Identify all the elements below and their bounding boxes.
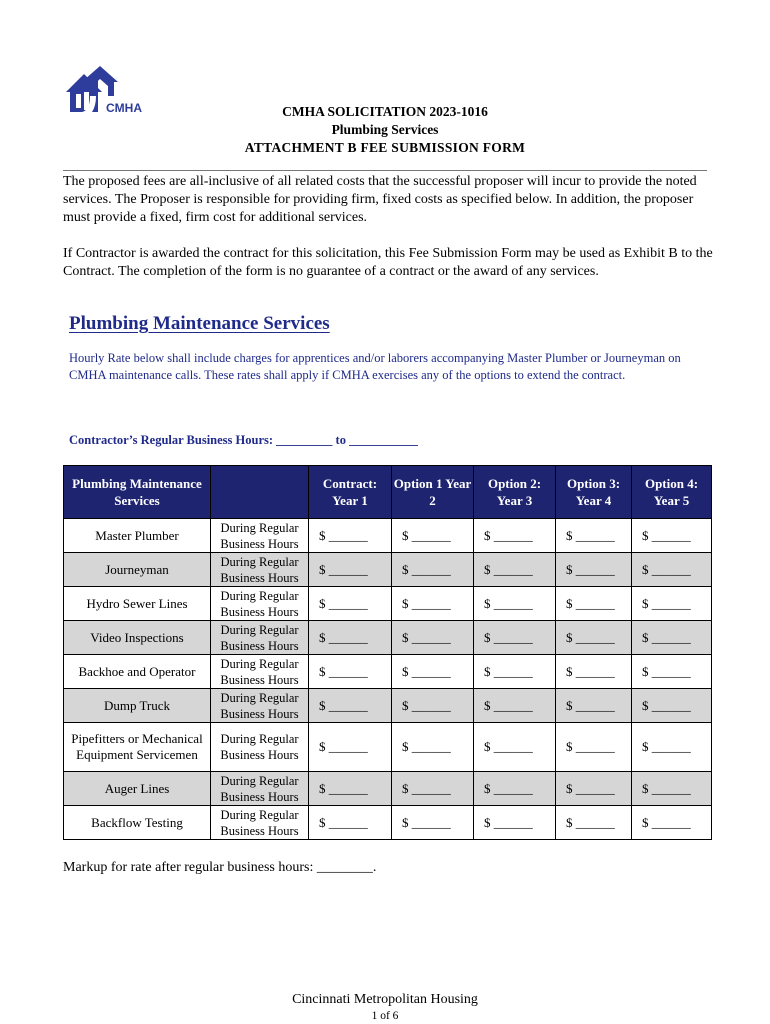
- rate-input-year-3[interactable]: $ ______: [474, 519, 556, 553]
- rate-input-year-3[interactable]: $ ______: [474, 772, 556, 806]
- hours-label: During Regular Business Hours: [211, 587, 309, 621]
- table-row: [64, 689, 712, 723]
- header-option-2: Option 2: Year 3: [474, 466, 556, 519]
- rate-input-year-4[interactable]: $ ______: [556, 553, 632, 587]
- rate-input-year-3[interactable]: $ ______: [474, 553, 556, 587]
- logo-text: CMHA: [106, 101, 142, 115]
- rate-input-year-3[interactable]: $ ______: [474, 655, 556, 689]
- rate-input-year-3[interactable]: $ ______: [474, 621, 556, 655]
- table-row: [64, 723, 712, 772]
- rate-input-year-3[interactable]: $ ______: [474, 723, 556, 772]
- rate-input-year-4[interactable]: $ ______: [556, 621, 632, 655]
- table-header-row: [64, 466, 712, 519]
- rate-input-year-2[interactable]: $ ______: [392, 689, 474, 723]
- rate-input-year-1[interactable]: $ ______: [309, 621, 392, 655]
- service-name: Auger Lines: [64, 772, 211, 806]
- table-row: [64, 655, 712, 689]
- rate-input-year-1[interactable]: $ ______: [309, 806, 392, 840]
- rate-input-year-5[interactable]: $ ______: [632, 772, 712, 806]
- hours-label: During Regular Business Hours: [211, 621, 309, 655]
- rate-input-year-5[interactable]: $ ______: [632, 519, 712, 553]
- rate-input-year-1[interactable]: $ ______: [309, 553, 392, 587]
- rate-input-year-4[interactable]: $ ______: [556, 772, 632, 806]
- header-hours: [211, 466, 309, 519]
- solicitation-title: Plumbing Services: [331, 122, 439, 137]
- rate-input-year-5[interactable]: $ ______: [632, 587, 712, 621]
- rate-input-year-4[interactable]: $ ______: [556, 519, 632, 553]
- header-divider: [63, 170, 707, 171]
- service-name: Backflow Testing: [64, 806, 211, 840]
- header-option-1: Option 1 Year 2: [392, 466, 474, 519]
- service-name: Video Inspections: [64, 621, 211, 655]
- table-row: [64, 806, 712, 840]
- hours-label: During Regular Business Hours: [211, 806, 309, 840]
- rate-input-year-1[interactable]: $ ______: [309, 655, 392, 689]
- rate-input-year-2[interactable]: $ ______: [392, 553, 474, 587]
- rate-input-year-1[interactable]: $ ______: [309, 587, 392, 621]
- rate-input-year-3[interactable]: $ ______: [474, 689, 556, 723]
- footer-organization: Cincinnati Metropolitan Housing: [292, 992, 478, 1007]
- document-header: [0, 103, 770, 157]
- rate-input-year-1[interactable]: $ ______: [309, 689, 392, 723]
- rate-input-year-2[interactable]: $ ______: [392, 621, 474, 655]
- business-hours-field[interactable]: Contractor’s Regular Business Hours: _________ to ___________: [69, 433, 418, 447]
- page-number: 1 of 6: [371, 1010, 399, 1022]
- solicitation-number: CMHA SOLICITATION 2023-1016: [282, 104, 488, 119]
- header-service: Plumbing Maintenance Services: [64, 466, 211, 519]
- service-name: Backhoe and Operator: [64, 655, 211, 689]
- intro-paragraph-1: The proposed fees are all-inclusive of all related costs that the successful proposer will incur to provide the noted services. The Proposer is responsible for providing firm, fixed costs as specified below. In addition, the proposer must provide a fixed, firm cost for additional services.: [63, 174, 697, 225]
- rate-input-year-5[interactable]: $ ______: [632, 655, 712, 689]
- rate-input-year-4[interactable]: $ ______: [556, 655, 632, 689]
- rate-input-year-4[interactable]: $ ______: [556, 806, 632, 840]
- service-name: Dump Truck: [64, 689, 211, 723]
- rate-input-year-2[interactable]: $ ______: [392, 655, 474, 689]
- rate-input-year-5[interactable]: $ ______: [632, 806, 712, 840]
- hours-label: During Regular Business Hours: [211, 689, 309, 723]
- table-row: [64, 553, 712, 587]
- rate-input-year-5[interactable]: $ ______: [632, 553, 712, 587]
- table-row: [64, 519, 712, 553]
- rate-input-year-2[interactable]: $ ______: [392, 806, 474, 840]
- intro-paragraph-2: If Contractor is awarded the contract for this solicitation, this Fee Submission Form may be used as Exhibit B to the Contract. The completion of the form is no guarantee of a contract or the award of any services.: [63, 246, 713, 279]
- rate-input-year-2[interactable]: $ ______: [392, 587, 474, 621]
- service-name: Hydro Sewer Lines: [64, 587, 211, 621]
- hours-label: During Regular Business Hours: [211, 519, 309, 553]
- rate-input-year-2[interactable]: $ ______: [392, 723, 474, 772]
- rate-input-year-3[interactable]: $ ______: [474, 587, 556, 621]
- table-row: [64, 587, 712, 621]
- rate-input-year-5[interactable]: $ ______: [632, 621, 712, 655]
- service-name: Journeyman: [64, 553, 211, 587]
- rate-input-year-1[interactable]: $ ______: [309, 723, 392, 772]
- service-name: Master Plumber: [64, 519, 211, 553]
- table-row: [64, 621, 712, 655]
- hours-label: During Regular Business Hours: [211, 553, 309, 587]
- rate-input-year-3[interactable]: $ ______: [474, 806, 556, 840]
- section-title: Plumbing Maintenance Services: [69, 313, 330, 334]
- rate-input-year-4[interactable]: $ ______: [556, 689, 632, 723]
- hours-label: During Regular Business Hours: [211, 772, 309, 806]
- table-row: [64, 772, 712, 806]
- rate-input-year-4[interactable]: $ ______: [556, 723, 632, 772]
- header-contract-year-1: Contract: Year 1: [309, 466, 392, 519]
- rate-input-year-2[interactable]: $ ______: [392, 772, 474, 806]
- markup-field[interactable]: Markup for rate after regular business hours: ________.: [63, 860, 377, 875]
- hours-label: During Regular Business Hours: [211, 655, 309, 689]
- rate-input-year-1[interactable]: $ ______: [309, 772, 392, 806]
- header-option-4: Option 4: Year 5: [632, 466, 712, 519]
- service-name: Pipefitters or Mechanical Equipment Servicemen: [64, 723, 211, 772]
- hours-label: During Regular Business Hours: [211, 723, 309, 772]
- section-description: Hourly Rate below shall include charges for apprentices and/or laborers accompanying Master Plumber or Journeyman on CMHA maintenance calls. These rates shall apply if CMHA exercises any of the options to extend the contract.: [69, 351, 681, 382]
- header-option-3: Option 3: Year 4: [556, 466, 632, 519]
- rate-input-year-5[interactable]: $ ______: [632, 689, 712, 723]
- fee-table: [63, 465, 712, 840]
- rate-input-year-4[interactable]: $ ______: [556, 587, 632, 621]
- attachment-title: ATTACHMENT B FEE SUBMISSION FORM: [244, 140, 526, 155]
- rate-input-year-2[interactable]: $ ______: [392, 519, 474, 553]
- rate-input-year-1[interactable]: $ ______: [309, 519, 392, 553]
- rate-input-year-5[interactable]: $ ______: [632, 723, 712, 772]
